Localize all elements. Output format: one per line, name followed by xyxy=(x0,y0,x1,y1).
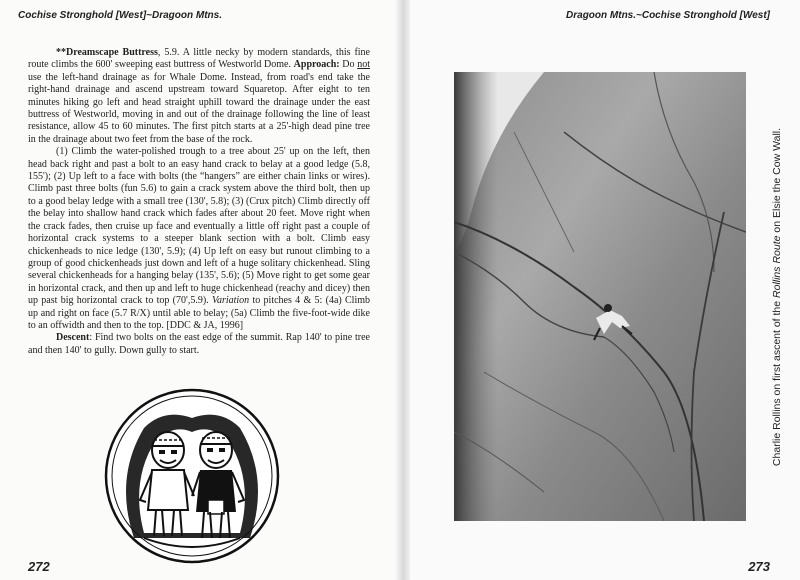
two-figures-illustration xyxy=(104,388,280,564)
photo-caption-container xyxy=(762,122,792,472)
page-number-left: 272 xyxy=(28,559,50,574)
route-name: Dreamscape Buttress xyxy=(66,47,158,58)
route-description xyxy=(28,47,370,357)
variation-label: Variation xyxy=(211,295,250,307)
caption-text-a: Charlie Rollins on first ascent of the xyxy=(771,297,783,467)
route-rating: , 5.9. A little necky by modern standards, this fine route climbs the 600' sweeping east buttress of Westworld Dome. xyxy=(28,47,370,71)
pitches-text-b: to pitches 4 & 5: (4a) Climb up and right on face (5.7 R/X) until able to belay; (5a) Climb the five-foot-wide dike to an offwidth and then to the top. [DDC & JA, 1996] xyxy=(28,295,371,331)
running-head-right: Dragoon Mtns.~Cochise Stronghold [West] xyxy=(566,10,770,21)
right-page xyxy=(410,0,800,580)
approach-not: not xyxy=(357,59,370,71)
book-gutter xyxy=(395,0,410,580)
approach-text-b: use the left-hand drainage as for Whale Dome. Instead, from road's end take the right-hand drainage and ascend upstream toward Squaretop. After eight to ten minutes hiking go left and head straight uphill toward the drainage under the east buttress of Westworld, moving in and out of the drainage following the line of least resistance, allow 45 to 60 minutes. The first pitch starts at a 25'-high dead pine tree in the drainage about two feet from the base of the rock. xyxy=(28,71,370,145)
climber-rock-photo xyxy=(454,72,746,521)
descent-text: : Find two bolts on the east edge of the summit. Rap 140' to pine tree and then 140' to gully. Down gully to start. xyxy=(28,332,370,356)
caption-route-name: Rollins Route xyxy=(771,235,783,298)
pitches-paragraph xyxy=(28,146,370,332)
left-page xyxy=(0,0,395,580)
descent-paragraph xyxy=(28,332,370,357)
route-stars: ** xyxy=(56,47,66,58)
running-head-left: Cochise Stronghold [West]~Dragoon Mtns. xyxy=(18,10,222,21)
route-intro-paragraph xyxy=(28,47,370,146)
approach-label: Approach: xyxy=(293,59,340,71)
pitches-text-a: (1) Climb the water-polished trough to a tree about 25' up on the left, then head back right and past a bolt to an easy hand crack to belay at a good ledge (5.8, 155'); (2) Up left to a face with bolts (the “hangers” are either chain links or wires). Climb past three bolts (fun 5.6) to gain a crack system above the third bolt, then up to a good belay ledge with a small tree (130', 5.8); (3) (Crux pitch) Climb directly off the belay into shallow hand crack which fades after about 20 feet. Move right when the crack fades, then cruise up face and eventually a little off right past a couple of horizontal crack systems to a steeper blank section with a bolt. Climb easy chickenheads to nice ledge (130', 5.9); (4) Up left on easy but runout climbing to a group of good chickenheads just down and left of a huge solitary chickenhead. Sling several chickenheads for a hanging belay (135', 5.6); (5) Move right to get some gear in horizontal crack, and then up and left to huge chickenhead (reachy and dicey) then up past big horizontal crack to top (70',5.9). xyxy=(28,146,370,307)
approach-text-a: Do xyxy=(339,59,358,71)
caption-text-b: on Elsie the Cow Wall. xyxy=(771,127,783,236)
page-number-right: 273 xyxy=(748,559,770,574)
photo-caption xyxy=(771,122,783,472)
descent-label: Descent xyxy=(56,332,90,344)
